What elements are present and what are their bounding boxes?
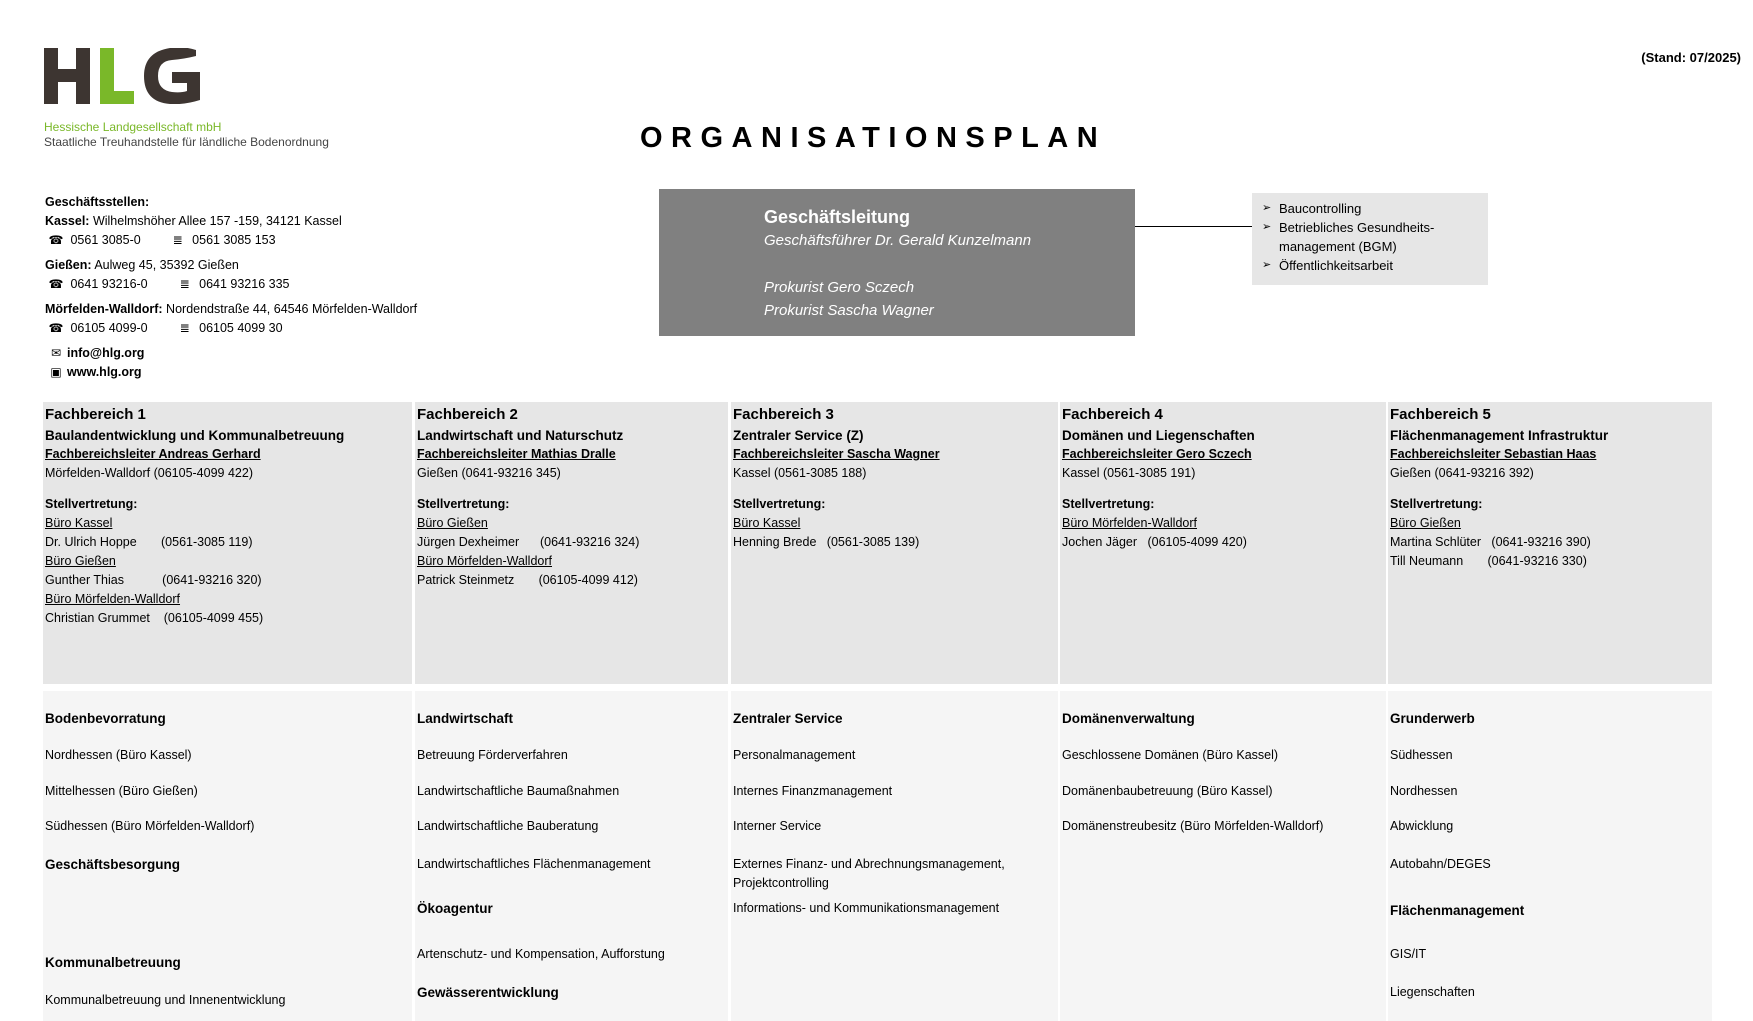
email-row[interactable] bbox=[45, 344, 417, 363]
office-moerfelden bbox=[45, 300, 417, 319]
department-label: Fachbereich 1 bbox=[45, 406, 146, 423]
department-name: Domänen und Liegenschaften bbox=[1062, 428, 1255, 443]
department-1-units bbox=[43, 691, 412, 1021]
office-name: Mörfelden-Walldorf: bbox=[45, 302, 163, 316]
web-link[interactable]: www.hlg.org bbox=[67, 365, 142, 379]
logo-org-name: Hessische Landgesellschaft mbH bbox=[44, 120, 222, 134]
email-link[interactable]: info@hlg.org bbox=[67, 346, 145, 360]
unit-item: Artenschutz- und Kompensation, Aufforstung bbox=[417, 947, 665, 961]
deputy-person: Christian Grummet (06105-4099 455) bbox=[45, 611, 264, 625]
department-leader: Fachbereichsleiter Sebastian Haas bbox=[1390, 447, 1597, 461]
deputy-title: Stellvertretung: bbox=[733, 497, 826, 511]
department-label: Fachbereich 2 bbox=[417, 406, 518, 423]
deputy-office: Büro Mörfelden-Walldorf bbox=[417, 554, 553, 568]
office-giessen-phones bbox=[45, 275, 417, 294]
unit-item: Interner Service bbox=[733, 819, 822, 833]
department-leader: Fachbereichsleiter Andreas Gerhard bbox=[45, 447, 261, 461]
unit-heading: Geschäftsbesorgung bbox=[45, 857, 181, 872]
office-kassel-phones bbox=[45, 231, 417, 250]
phone-icon: ☎ bbox=[48, 277, 64, 291]
unit-heading: Grunderwerb bbox=[1390, 711, 1475, 726]
deputy-office: Büro Kassel bbox=[733, 516, 801, 530]
unit-item: Personalmanagement bbox=[733, 748, 856, 762]
department-5-header bbox=[1388, 402, 1712, 684]
unit-item: Geschlossene Domänen (Büro Kassel) bbox=[1062, 748, 1279, 762]
fax-icon: ≣ bbox=[179, 277, 190, 291]
unit-item: Abwicklung bbox=[1390, 819, 1454, 833]
department-leader: Fachbereichsleiter Sascha Wagner bbox=[733, 447, 940, 461]
deputy-person: Jürgen Dexheimer (0641-93216 324) bbox=[417, 535, 640, 549]
unit-item: GIS/IT bbox=[1390, 947, 1427, 961]
department-2-units bbox=[415, 691, 728, 1021]
deputy-office: Büro Mörfelden-Walldorf bbox=[45, 592, 181, 606]
mail-icon: ✉ bbox=[50, 346, 62, 360]
deputy-title: Stellvertretung: bbox=[1062, 497, 1155, 511]
office-name: Gießen: bbox=[45, 258, 92, 272]
unit-item: Informations- und Kommunikationsmanagement bbox=[733, 901, 1000, 915]
web-row[interactable] bbox=[45, 363, 417, 382]
unit-heading: Kommunalbetreuung bbox=[45, 955, 181, 970]
fax-number: 06105 4099 30 bbox=[199, 321, 283, 335]
department-leader: Fachbereichsleiter Mathias Dralle bbox=[417, 447, 616, 461]
deputy-title: Stellvertretung: bbox=[417, 497, 510, 511]
office-giessen bbox=[45, 256, 417, 275]
department-label: Fachbereich 4 bbox=[1062, 406, 1163, 423]
unit-item: Südhessen (Büro Mörfelden-Walldorf) bbox=[45, 819, 255, 833]
unit-item: Domänenstreubesitz (Büro Mörfelden-Walldorf) bbox=[1062, 819, 1324, 833]
deputy-title: Stellvertretung: bbox=[45, 497, 138, 511]
unit-item: Autobahn/DEGES bbox=[1390, 857, 1491, 871]
department-label: Fachbereich 5 bbox=[1390, 406, 1491, 423]
phone-icon: ☎ bbox=[48, 321, 64, 335]
unit-heading: Domänenverwaltung bbox=[1062, 711, 1195, 726]
deputy-person: Martina Schlüter (0641-93216 390) bbox=[1390, 535, 1591, 549]
department-leader-contact: Gießen (0641-93216 392) bbox=[1390, 466, 1534, 480]
department-leader-contact: Kassel (0561-3085 191) bbox=[1062, 466, 1196, 480]
deputy-person: Dr. Ulrich Hoppe (0561-3085 119) bbox=[45, 535, 253, 549]
department-1-header bbox=[43, 402, 412, 684]
office-address: Wilhelmshöher Allee 157 -159, 34121 Kassel bbox=[89, 214, 342, 228]
office-name: Kassel: bbox=[45, 214, 90, 228]
leadership-ceo: Geschäftsführer Dr. Gerald Kunzelmann bbox=[764, 232, 1032, 249]
unit-heading: Bodenbevorratung bbox=[45, 711, 166, 726]
deputy-person: Jochen Jäger (06105-4099 420) bbox=[1062, 535, 1247, 549]
staff-connector-line bbox=[1135, 226, 1252, 227]
computer-icon: ▣ bbox=[50, 365, 62, 379]
department-4-header bbox=[1060, 402, 1386, 684]
staff-units-box bbox=[1252, 193, 1488, 285]
unit-item: Mittelhessen (Büro Gießen) bbox=[45, 784, 198, 798]
department-3-header bbox=[731, 402, 1058, 684]
staff-item: ➢ Baucontrolling bbox=[1262, 199, 1480, 218]
phone-icon: ☎ bbox=[48, 233, 64, 247]
fax-icon: ≣ bbox=[179, 321, 190, 335]
deputy-office: Büro Kassel bbox=[45, 516, 113, 530]
office-address: Nordendstraße 44, 64546 Mörfelden-Walldorf bbox=[162, 302, 418, 316]
deputy-person: Henning Brede (0561-3085 139) bbox=[733, 535, 920, 549]
offices-heading: Geschäftsstellen: bbox=[45, 195, 150, 209]
unit-item: Nordhessen (Büro Kassel) bbox=[45, 748, 192, 762]
deputy-person: Patrick Steinmetz (06105-4099 412) bbox=[417, 573, 638, 587]
department-3-units bbox=[731, 691, 1058, 1021]
offices-block bbox=[45, 193, 417, 382]
unit-heading: Flächenmanagement bbox=[1390, 903, 1525, 918]
phone-number: 0641 93216-0 bbox=[70, 277, 148, 291]
unit-item: Liegenschaften bbox=[1390, 985, 1475, 999]
phone-number: 0561 3085-0 bbox=[70, 233, 141, 247]
department-leader-contact: Mörfelden-Walldorf (06105-4099 422) bbox=[45, 466, 253, 480]
staff-item-continued: management (BGM) bbox=[1279, 239, 1397, 254]
stand-date: (Stand: 07/2025) bbox=[1641, 50, 1741, 65]
unit-item: Kommunalbetreuung und Innenentwicklung bbox=[45, 993, 286, 1007]
unit-heading: Zentraler Service bbox=[733, 711, 843, 726]
unit-heading: Ökoagentur bbox=[417, 901, 493, 916]
unit-item: Internes Finanzmanagement bbox=[733, 784, 893, 798]
deputy-office: Büro Gießen bbox=[45, 554, 116, 568]
unit-item: Südhessen bbox=[1390, 748, 1453, 762]
department-name: Zentraler Service (Z) bbox=[733, 428, 864, 443]
department-label: Fachbereich 3 bbox=[733, 406, 834, 423]
hlg-logo bbox=[44, 48, 204, 104]
fax-number: 0641 93216 335 bbox=[199, 277, 290, 291]
fax-number: 0561 3085 153 bbox=[192, 233, 276, 247]
deputy-person: Gunther Thias (0641-93216 320) bbox=[45, 573, 262, 587]
unit-item: Domänenbaubetreuung (Büro Kassel) bbox=[1062, 784, 1273, 798]
unit-item: Betreuung Förderverfahren bbox=[417, 748, 568, 762]
office-moerfelden-phones bbox=[45, 319, 417, 338]
office-address: Aulweg 45, 35392 Gießen bbox=[91, 258, 239, 272]
office-kassel bbox=[45, 212, 417, 231]
unit-item: Landwirtschaftliche Baumaßnahmen bbox=[417, 784, 620, 798]
department-2-header bbox=[415, 402, 728, 684]
department-name: Landwirtschaft und Naturschutz bbox=[417, 428, 624, 443]
unit-item: Nordhessen bbox=[1390, 784, 1458, 798]
staff-item: ➢ Öffentlichkeitsarbeit bbox=[1262, 256, 1480, 275]
department-leader-contact: Kassel (0561-3085 188) bbox=[733, 466, 867, 480]
department-leader-contact: Gießen (0641-93216 345) bbox=[417, 466, 561, 480]
unit-item: Landwirtschaftliche Bauberatung bbox=[417, 819, 599, 833]
department-leader: Fachbereichsleiter Gero Sczech bbox=[1062, 447, 1252, 461]
page-title: ORGANISATIONSPLAN bbox=[640, 122, 1107, 154]
leadership-title: Geschäftsleitung bbox=[764, 207, 911, 227]
deputy-office: Büro Mörfelden-Walldorf bbox=[1062, 516, 1198, 530]
leadership-prokurist-2: Prokurist Sascha Wagner bbox=[764, 302, 934, 319]
deputy-office: Büro Gießen bbox=[1390, 516, 1461, 530]
unit-heading: Gewässerentwicklung bbox=[417, 985, 559, 1000]
logo-org-subtitle: Staatliche Treuhandstelle für ländliche Bodenordnung bbox=[44, 135, 329, 149]
unit-heading: Landwirtschaft bbox=[417, 711, 514, 726]
unit-item: Landwirtschaftliches Flächenmanagement bbox=[417, 857, 651, 871]
leadership-box bbox=[659, 189, 1135, 336]
department-5-units bbox=[1388, 691, 1712, 1021]
department-name: Baulandentwicklung und Kommunalbetreuung bbox=[45, 428, 345, 443]
unit-item: Externes Finanz- und Abrechnungsmanagement, bbox=[733, 857, 1005, 871]
phone-number: 06105 4099-0 bbox=[70, 321, 148, 335]
unit-item-continued: Projektcontrolling bbox=[733, 876, 829, 890]
staff-item: ➢ Betriebliches Gesundheits- bbox=[1262, 218, 1480, 237]
deputy-person: Till Neumann (0641-93216 330) bbox=[1390, 554, 1587, 568]
department-name: Flächenmanagement Infrastruktur bbox=[1390, 428, 1609, 443]
fax-icon: ≣ bbox=[172, 233, 183, 247]
deputy-title: Stellvertretung: bbox=[1390, 497, 1483, 511]
department-4-units bbox=[1060, 691, 1386, 1021]
deputy-office: Büro Gießen bbox=[417, 516, 488, 530]
leadership-prokurist-1: Prokurist Gero Sczech bbox=[764, 279, 915, 296]
